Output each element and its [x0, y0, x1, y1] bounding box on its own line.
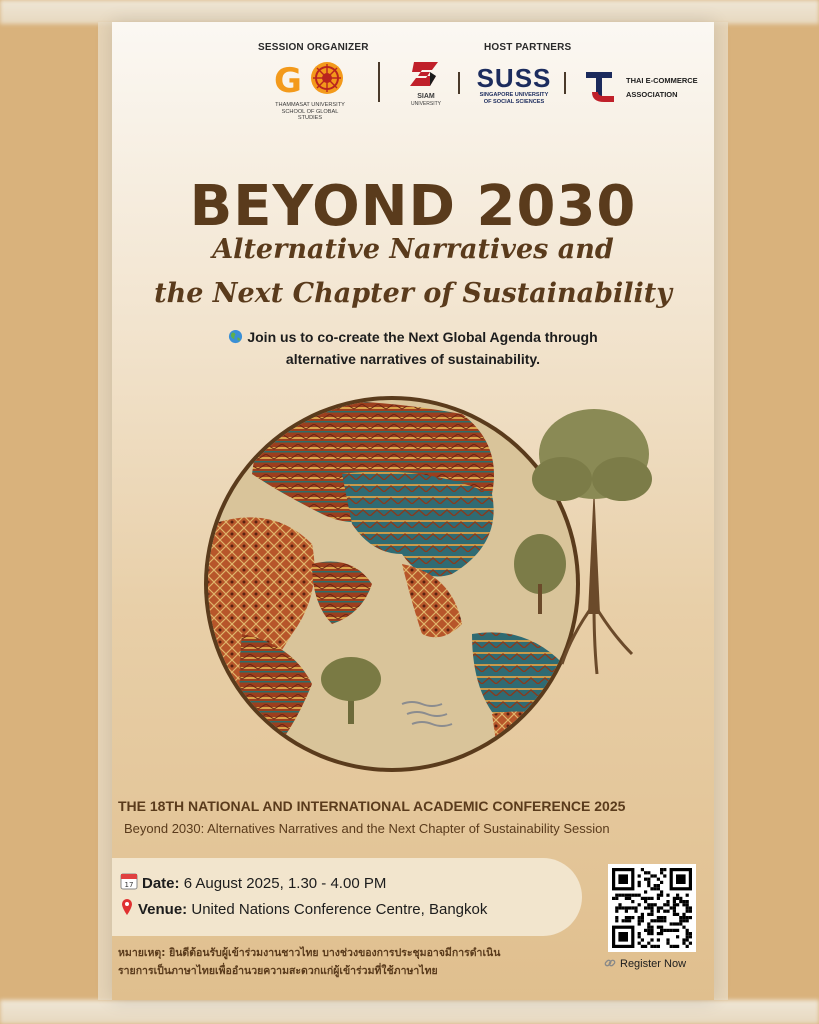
svg-text:G: G	[274, 61, 302, 98]
left-shadow	[98, 22, 112, 1000]
siam-logo-icon	[408, 58, 444, 90]
go-logo	[272, 58, 348, 122]
suss-logo	[476, 64, 552, 105]
tec-logo-line1: THAI E-COMMERCE	[626, 76, 698, 85]
register-now-link[interactable]	[604, 957, 686, 972]
conference-title: THE 18TH NATIONAL AND INTERNATIONAL ACADEMIC CONFERENCE 2025	[118, 798, 626, 814]
right-shadow	[714, 22, 728, 1000]
calendar-icon	[120, 872, 138, 894]
siam-logo-sub: UNIVERSITY	[410, 100, 441, 107]
event-info-panel	[112, 858, 582, 936]
partners-label: HOST PARTNERS	[484, 42, 572, 53]
date-label: Date:	[142, 875, 180, 892]
thai-note	[118, 944, 588, 980]
date-row	[120, 872, 386, 894]
venue-label: Venue:	[138, 901, 188, 918]
logo-divider	[564, 72, 566, 94]
woven-globe-illustration	[202, 384, 662, 784]
event-subtitle-line1: Alternative Narratives and	[212, 234, 614, 265]
go-logo-icon	[272, 58, 348, 98]
globe-icon	[228, 329, 243, 349]
thai-note-line2: รายการเป็นภาษาไทยเพื่ออำนวยความสะดวกแก่ผู้เข้าร่วมที่ใช้ภาษาไทย	[118, 965, 438, 977]
organizer-label: SESSION ORGANIZER	[258, 42, 369, 53]
suss-logo-sub: SINGAPORE UNIVERSITY OF SOCIAL SCIENCES	[479, 92, 549, 105]
location-pin-icon	[120, 898, 134, 920]
tagline-line1: Join us to co-create the Next Global Agenda through	[247, 329, 598, 345]
register-now-label: Register Now	[620, 958, 687, 970]
event-subtitle-line2: the Next Chapter of Sustainability	[154, 278, 672, 309]
venue-row	[120, 898, 487, 920]
tec-logo-icon	[582, 66, 618, 106]
siam-logo	[408, 58, 444, 107]
conference-session: Beyond 2030: Alternatives Narratives and the Next Chapter of Sustainability Session	[124, 821, 610, 836]
go-logo-sub: THAMMASAT UNIVERSITY SCHOOL OF GLOBAL STUDIES	[275, 102, 345, 121]
svg-text:17: 17	[124, 881, 134, 889]
tagline-line2: alternative narratives of sustainability.	[285, 351, 541, 367]
event-title: BEYOND 2030	[189, 174, 637, 239]
date-value: 6 August 2025, 1.30 - 4.00 PM	[183, 875, 387, 892]
link-icon	[604, 957, 616, 972]
siam-logo-mark: SIAM	[417, 93, 435, 100]
venue-value: United Nations Conference Centre, Bangkok	[191, 901, 488, 918]
logo-divider	[458, 72, 460, 94]
event-poster	[112, 22, 714, 1000]
logo-divider	[378, 62, 380, 102]
tec-logo-line2: ASSOCIATION	[626, 90, 678, 99]
thai-note-line1: หมายเหตุ: ยินดีต้อนรับผู้เข้าร่วมงานชาวไทย บางช่วงของการประชุมอาจมีการดำเนิน	[118, 947, 501, 959]
qr-code-icon	[612, 868, 692, 948]
registration-qr-code[interactable]	[608, 864, 696, 952]
suss-logo-mark: SUSS	[476, 63, 552, 93]
